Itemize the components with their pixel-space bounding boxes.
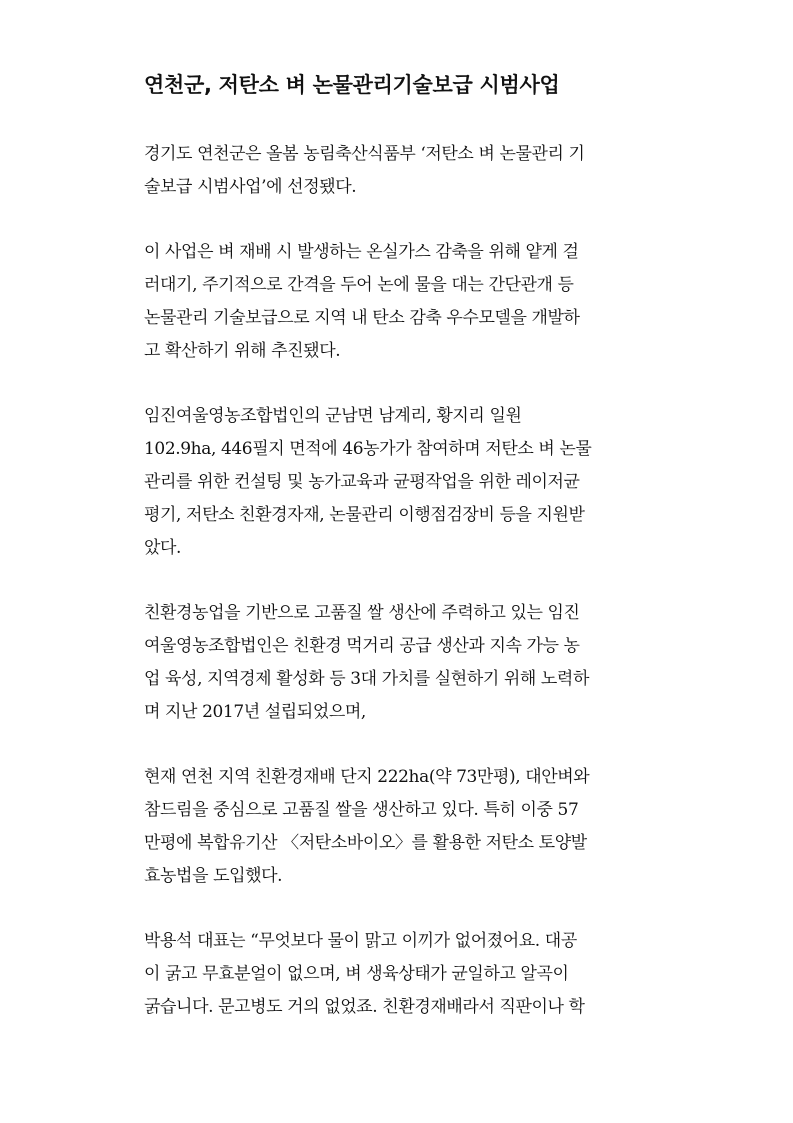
paragraph-line: 술보급 시범사업’에 선정됐다. bbox=[144, 177, 357, 197]
paragraph-line: 박용석 대표는 “무엇보다 물이 맑고 이끼가 없어졌어요. 대공 bbox=[144, 931, 577, 951]
paragraph-6 bbox=[144, 925, 650, 1024]
paragraph-line: 친환경농업을 기반으로 고품질 쌀 생산에 주력하고 있는 임진 bbox=[144, 603, 580, 623]
paragraph-line: 논물관리 기술보급으로 지역 내 탄소 감축 우수모델을 개발하 bbox=[144, 308, 580, 328]
paragraph-line: 여울영농조합법인은 친환경 먹거리 공급 생산과 지속 가능 농 bbox=[144, 636, 580, 656]
document-page bbox=[144, 70, 650, 1056]
paragraph-line: 업 육성, 지역경제 활성화 등 3대 가치를 실현하기 위해 노력하 bbox=[144, 669, 589, 689]
paragraph-line: 평기, 저탄소 친환경자재, 논물관리 이행점검장비 등을 지원받 bbox=[144, 505, 585, 525]
paragraph-line: 만평에 복합유기산 〈저탄소바이오〉를 활용한 저탄소 토양발 bbox=[144, 833, 587, 853]
paragraph-line: 참드림을 중심으로 고품질 쌀을 생산하고 있다. 특히 이중 57 bbox=[144, 800, 579, 820]
paragraph-3 bbox=[144, 400, 650, 565]
paragraph-2 bbox=[144, 236, 650, 368]
paragraph-1 bbox=[144, 138, 650, 204]
paragraph-line: 효농법을 도입했다. bbox=[144, 866, 283, 886]
paragraph-line: 았다. bbox=[144, 538, 182, 558]
paragraph-line: 고 확산하기 위해 추진됐다. bbox=[144, 341, 341, 361]
paragraph-4 bbox=[144, 597, 650, 729]
paragraph-line: 임진여울영농조합법인의 군남면 남계리, 황지리 일원 bbox=[144, 406, 522, 426]
paragraph-line: 102.9ha, 446필지 면적에 46농가가 참여하며 저탄소 벼 논물 bbox=[144, 439, 592, 459]
paragraph-line: 며 지난 2017년 설립되었으며, bbox=[144, 702, 366, 722]
paragraph-5 bbox=[144, 761, 650, 893]
article-title: 연천군, 저탄소 벼 논물관리기술보급 시범사업 bbox=[144, 73, 560, 97]
paragraph-line: 굵습니다. 문고병도 거의 없었죠. 친환경재배라서 직판이나 학 bbox=[144, 997, 585, 1017]
paragraph-line: 경기도 연천군은 올봄 농림축산식품부 ‘저탄소 벼 논물관리 기 bbox=[144, 144, 585, 164]
paragraph-line: 이 사업은 벼 재배 시 발생하는 온실가스 감축을 위해 얕게 걸 bbox=[144, 242, 579, 262]
paragraph-line: 러대기, 주기적으로 간격을 두어 논에 물을 대는 간단관개 등 bbox=[144, 275, 574, 295]
paragraph-line: 관리를 위한 컨설팅 및 농가교육과 균평작업을 위한 레이저균 bbox=[144, 472, 580, 492]
paragraph-line: 현재 연천 지역 친환경재배 단지 222ha(약 73만평), 대안벼와 bbox=[144, 767, 590, 787]
paragraph-line: 이 굵고 무효분얼이 없으며, 벼 생육상태가 균일하고 알곡이 bbox=[144, 964, 569, 984]
